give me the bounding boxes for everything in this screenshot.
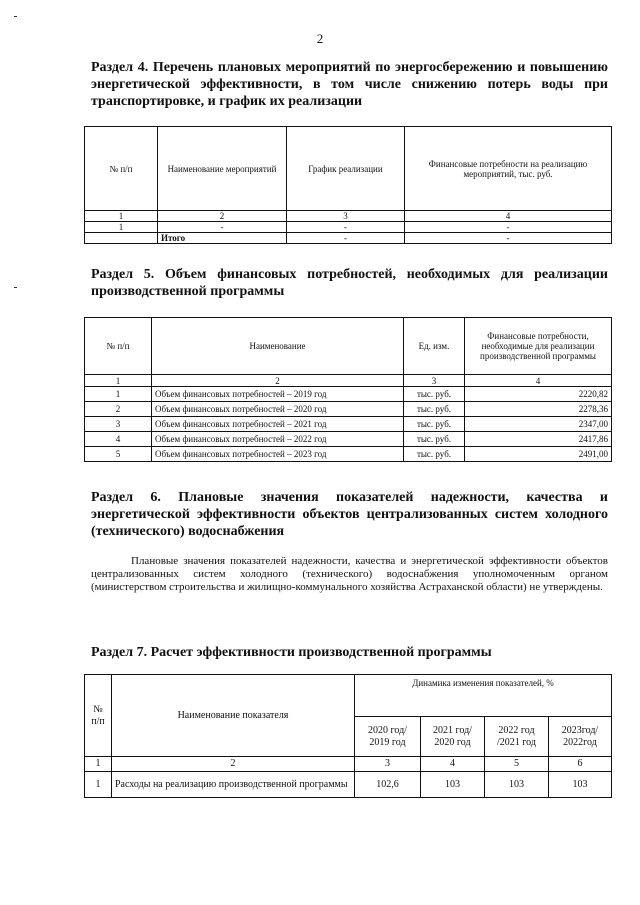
cell-value: 2220,82 — [465, 387, 612, 402]
cell-num: 4 — [85, 432, 152, 447]
cell-value: 2417,86 — [465, 432, 612, 447]
table-row — [85, 387, 612, 402]
table-header-row — [85, 675, 612, 717]
cell-num — [85, 233, 158, 244]
cell-value: 2278,36 — [465, 402, 612, 417]
column-number: 1 — [85, 211, 158, 222]
col-header: Наименование показателя — [112, 675, 355, 757]
cell-value: 2491,00 — [465, 447, 612, 462]
section7-table — [84, 674, 612, 798]
column-number-row — [85, 375, 612, 387]
cell-schedule: - — [287, 222, 405, 233]
cell-num: 1 — [85, 222, 158, 233]
cell-num: 1 — [85, 387, 152, 402]
column-number: 4 — [465, 375, 612, 387]
table-row — [85, 417, 612, 432]
column-number: 2 — [152, 375, 404, 387]
column-number-row — [85, 211, 612, 222]
cell-unit: тыс. руб. — [404, 387, 465, 402]
col-header: Наименование мероприятий — [158, 127, 287, 211]
cell-name: Объем финансовых потребностей – 2020 год — [152, 402, 404, 417]
cell-value: 103 — [549, 772, 612, 798]
col-header: Финансовые потребности, необходимые для реализации производственной программы — [465, 318, 612, 375]
column-number: 3 — [355, 757, 421, 772]
cell-unit: тыс. руб. — [404, 447, 465, 462]
section6-paragraph: Плановые значения показателей надежности, качества и энергетической эффективности объектов централизованных систем холодного (технического) водоснабжения уполномоченным органом (министерством строительства и жилищно-коммунального хозяйства Астраханской области) не утверждены. — [91, 555, 608, 593]
col-header: Ед. изм. — [404, 318, 465, 375]
column-number: 2 — [158, 211, 287, 222]
column-number: 4 — [421, 757, 485, 772]
total-row — [85, 233, 612, 244]
total-label: Итого — [158, 233, 287, 244]
section7-title: Раздел 7. Расчет эффективности производственной программы — [91, 645, 492, 660]
page-number: 2 — [316, 31, 324, 46]
column-number: 4 — [405, 211, 612, 222]
column-number-row — [85, 757, 612, 772]
col-header: Динамика изменения показателей, % — [355, 675, 612, 717]
col-header: № п/п — [85, 318, 152, 375]
col-header: Финансовые потребности на реализацию мероприятий, тыс. руб. — [405, 127, 612, 211]
section5-title: Раздел 5. Объем финансовых потребностей, необходимых для реализации производственной программы — [91, 267, 608, 299]
cell-value: 2347,00 — [465, 417, 612, 432]
table-row — [85, 402, 612, 417]
cell-name: - — [158, 222, 287, 233]
cell-finance: - — [405, 233, 612, 244]
table-header-row — [85, 318, 612, 375]
column-number: 5 — [485, 757, 549, 772]
period-header: 2021 год/ 2020 год — [421, 717, 485, 757]
cell-num: 1 — [85, 772, 112, 798]
column-number: 1 — [85, 757, 112, 772]
table-row — [85, 772, 612, 798]
cell-num: 2 — [85, 402, 152, 417]
scan-mark — [14, 287, 17, 288]
col-header: График реализации — [287, 127, 405, 211]
cell-value: 103 — [485, 772, 549, 798]
cell-name: Расходы на реализацию производственной программы — [112, 772, 355, 798]
column-number: 2 — [112, 757, 355, 772]
cell-schedule: - — [287, 233, 405, 244]
cell-name: Объем финансовых потребностей – 2023 год — [152, 447, 404, 462]
cell-name: Объем финансовых потребностей – 2022 год — [152, 432, 404, 447]
col-header: № п/п — [85, 675, 112, 757]
period-header: 2020 год/ 2019 год — [355, 717, 421, 757]
column-number: 6 — [549, 757, 612, 772]
section4-title: Раздел 4. Перечень плановых мероприятий по энергосбережению и повышению энергетической эффективности, в том числе снижению потерь воды при транспортировке, и график их реализации — [91, 60, 608, 109]
table-row — [85, 222, 612, 233]
table-row — [85, 432, 612, 447]
section6-title: Раздел 6. Плановые значения показателей надежности, качества и энергетической эффективности объектов централизованных систем холодного (технического) водоснабжения — [91, 490, 608, 539]
period-header: 2022 год /2021 год — [485, 717, 549, 757]
cell-num: 3 — [85, 417, 152, 432]
table-header-row — [85, 127, 612, 211]
col-header: № п/п — [85, 127, 158, 211]
cell-name: Объем финансовых потребностей – 2021 год — [152, 417, 404, 432]
cell-unit: тыс. руб. — [404, 417, 465, 432]
cell-name: Объем финансовых потребностей – 2019 год — [152, 387, 404, 402]
cell-unit: тыс. руб. — [404, 432, 465, 447]
section4-table — [84, 126, 612, 244]
column-number: 3 — [287, 211, 405, 222]
cell-unit: тыс. руб. — [404, 402, 465, 417]
cell-value: 102,6 — [355, 772, 421, 798]
scan-mark — [14, 16, 17, 17]
section5-table — [84, 317, 612, 462]
period-header: 2023год/ 2022год — [549, 717, 612, 757]
table-row — [85, 447, 612, 462]
cell-value: 103 — [421, 772, 485, 798]
cell-finance: - — [405, 222, 612, 233]
column-number: 3 — [404, 375, 465, 387]
col-header: Наименование — [152, 318, 404, 375]
column-number: 1 — [85, 375, 152, 387]
cell-num: 5 — [85, 447, 152, 462]
